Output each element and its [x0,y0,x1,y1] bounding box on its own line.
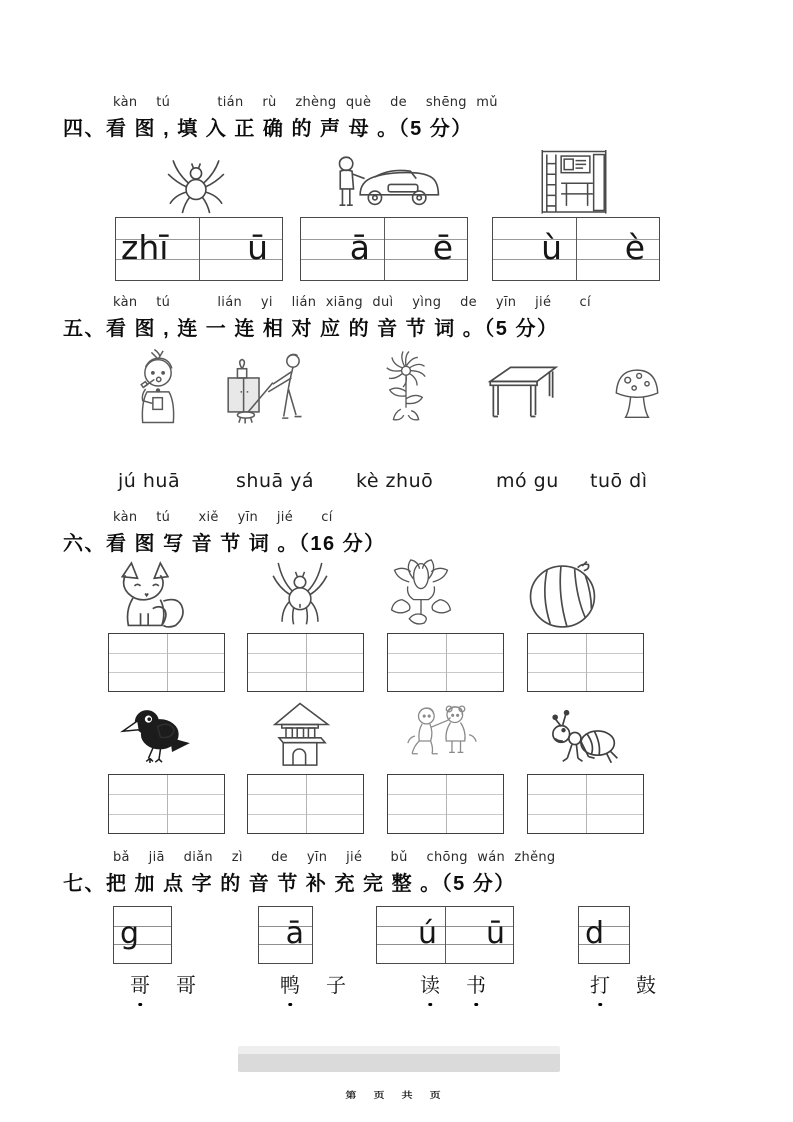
section4-title: 四、看 图 , 填 入 正 确 的 声 母 。（5 分） [63,118,473,140]
section6-ruby-pinyin: kàn tú xiě yīn jié cí [113,510,333,525]
fox-icon [113,560,197,630]
syllable-word-shuaya[interactable]: shuā yá [236,470,315,492]
word-gege [130,974,196,998]
section7-title: 七、把 加 点 字 的 音 节 补 充 完 整 。（5 分） [63,873,516,895]
girl-brushing-teeth-icon [125,348,191,424]
section5-title: 五、看 图 , 连 一 连 相 对 应 的 音 节 词 。（5 分） [63,318,559,340]
section4-answer-box-spider[interactable] [115,217,283,281]
mushroom-icon [612,364,662,422]
word-dushu [420,974,486,998]
syllable-word-kezhuo[interactable]: kè zhuō [356,470,434,492]
syllable-word-juhua[interactable]: jú huā [118,470,181,492]
grid-divider [306,634,307,691]
section7-ruby-pinyin: bǎ jiā diǎn zì de yīn jié bǔ chōng wán zhěng [113,850,556,865]
desk-icon [484,358,562,422]
section6-answer-box-blocks[interactable] [247,774,364,834]
hanzi-char: 鼓 [636,975,656,997]
section6-answer-box-lotus[interactable] [387,633,504,692]
word-dagu [590,974,656,998]
grid-divider [586,775,587,833]
grid-divider [586,634,587,691]
watermelon-icon [524,560,604,630]
pinyin-cell[interactable]: g [120,916,140,951]
grid-divider [167,775,168,833]
pinyin-cell: zhī [121,227,169,267]
chrysanthemum-icon [380,350,432,424]
section5-ruby-pinyin: kàn tú lián yi lián xiāng duì yìng de yīn jié cí [113,295,591,310]
pinyin-cell-blank-initial[interactable]: è [624,227,645,267]
boy-washing-car-icon [330,152,442,214]
hanzi-char: 读 [420,975,440,997]
section6-answer-box-ant[interactable] [527,774,644,834]
syllable-word-mogu[interactable]: mó gu [496,470,559,492]
section6-answer-box-watermelon[interactable] [527,633,644,692]
section7-box-gege[interactable] [113,906,172,964]
section4-ruby-pinyin: kàn tú tián rù zhèng què de shēng mǔ [113,95,498,110]
section7-box-dagu[interactable] [578,906,630,964]
section7-box-yazi[interactable] [258,906,313,964]
hanzi-char: 鸭 [280,975,300,997]
pinyin-cell[interactable]: d [585,916,605,951]
syllable-word-tuodi[interactable]: tuō dì [590,470,648,492]
grid-divider [446,775,447,833]
pinyin-cell-blank-initial[interactable]: ā [349,227,370,267]
page-number-label: 第 页 共 页 [345,1091,448,1101]
section4-answer-box-car[interactable] [300,217,468,281]
bunk-bed-dorm-icon [536,147,612,215]
pinyin-cell[interactable]: ā [285,916,304,951]
building-blocks-icon [265,699,335,771]
spider-icon [268,557,332,629]
pinyin-cell-blank-initial[interactable]: ù [541,227,562,267]
watermark-bar [238,1046,560,1072]
mopping-floor-icon [222,350,330,426]
ant-icon [540,706,628,768]
grid-divider [167,634,168,691]
word-yazi [280,974,346,998]
hanzi-char: 哥 [130,975,150,997]
lotus-icon [390,557,452,629]
section6-title: 六、看 图 写 音 节 词 。（16 分） [63,533,386,555]
spider-icon [165,150,227,216]
hanzi-char: 打 [590,975,610,997]
section7-box-dushu[interactable] [376,906,514,964]
section6-answer-box-crow[interactable] [108,774,225,834]
section4-answer-box-dorm[interactable] [492,217,660,281]
section6-answer-box-children[interactable] [387,774,504,834]
pinyin-cell[interactable]: ū [485,916,505,951]
hanzi-char: 书 [466,975,486,997]
pinyin-cell[interactable]: ú [417,916,437,951]
pinyin-cell-blank-initial[interactable]: ū [247,227,268,267]
crow-icon [118,701,194,769]
pinyin-cell-blank-initial[interactable]: ē [432,227,453,267]
section6-answer-box-fox[interactable] [108,633,225,692]
section6-answer-box-spider[interactable] [247,633,364,692]
hanzi-char: 子 [326,975,346,997]
grid-divider [446,634,447,691]
children-icon [405,702,479,770]
hanzi-char: 哥 [176,975,196,997]
grid-divider [306,775,307,833]
